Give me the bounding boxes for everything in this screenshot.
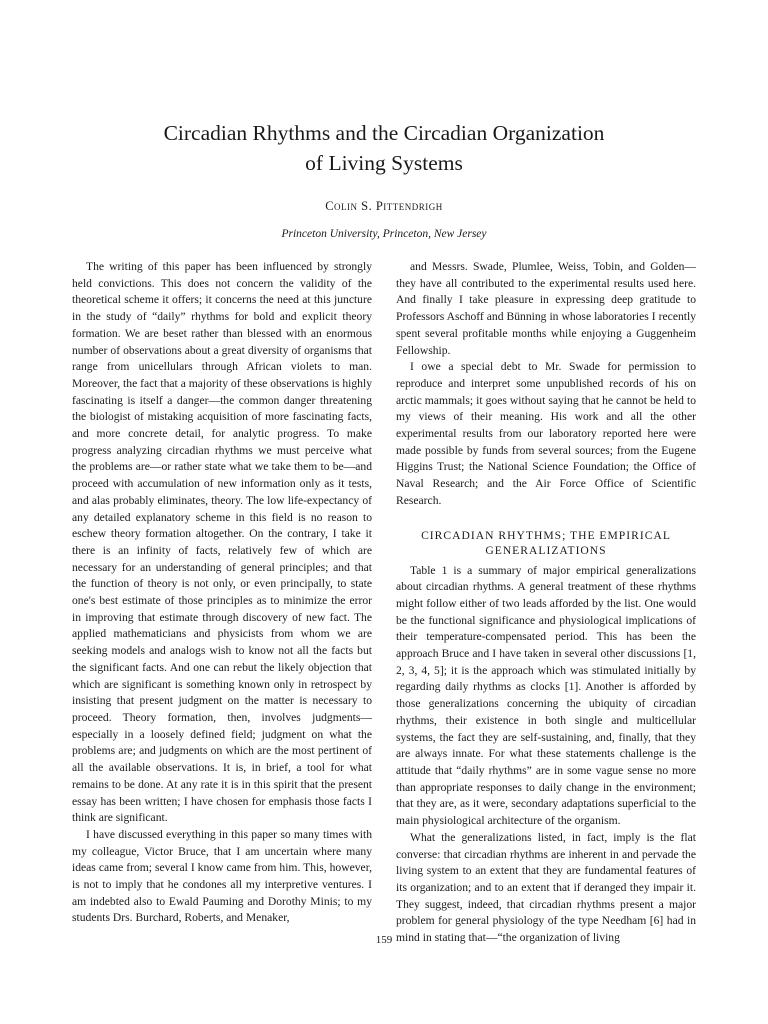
author-name: Colin S. Pittendrigh <box>325 199 443 213</box>
paragraph: Table 1 is a summary of major empirical generalizations about circadian rhythms. A general treatment of these rhythms might follow either of two leads afforded by the list. One would be the functional significance and physiological implications of their temperature-compensated period. This has been the approach Bruce and I have taken in several other discussions [1, 2, 3, 4, 5]; it is the approach which was stimulated initially by regarding daily rhythms as clocks [1]. Another is afforded by those generalizations concerning the ubiquity of circadian rhythms, their existence in both single and multicellular systems, the fact they are self-sustaining, and, finally, that they are always innate. For what these statements challenge is the attitude that “daily rhythms” are in some vague sense no more than appropriate responses to daily change in the environment; that they are, as it were, secondary adaptations superficial to the main physiological architecture of the organism. <box>396 563 696 828</box>
paper-title <box>60 118 708 178</box>
paragraph: I owe a special debt to Mr. Swade for permission to reproduce and interpret some unpublished records of his on arctic mammals; it goes without saying that he cannot be held to my views of their meaning. His work and all the other experimental results from our laboratory reported here were made possible by funds from several sources; from the Eugene Higgins Trust; the National Science Foundation; the Office of Naval Research; and the Air Force Office of Scientific Research. <box>396 360 696 507</box>
paragraph: The writing of this paper has been influenced by strongly held convictions. This does not concern the validity of the theoretical scheme it offers; it concerns the need at this juncture in the study of “daily” rhythms for bold and explicit theory formation. We are beset rather than blessed with an enormous number of observations about a great diversity of organisms that range from unicellulars through African violets to man. Moreover, the fact that a majority of these observations is highly fascinating is itself a danger—the common danger threatening the biologist of mistaking acquisition of more fascinating facts, and more concrete detail, for analytic progress. To make progress analyzing circadian rhythms we must perceive what the problems are—or rather state what we take them to be—and proceed with accumulation of new information only as it tests, and alas probably eliminates, theory. The low life-expectancy of any detailed explanatory scheme in this field is no reason to eschew theory formation altogether. On the contrary, I take it there is an infinity of facts, relatively few of which are necessary for an understanding of general principles; and that the function of theory is not only, or even principally, to state one's best estimate of those principles as to minimize the error in improving that estimate through discovery of new fact. The applied mathematicians and physicists from whom we are seeking models and analogs wish to know not all the facts but the significant facts. And one can rebut the likely objection that which are significant is something known only in retrospect by insisting that present judgment on the matter is necessary to proceed. Theory formation, then, involves judgments—especially in a loosely defined field; judgment on what the problems are; and judgments on which are the most pertinent of all the available observations. It is, in brief, a tool for what remains to be done. At any rate it is in this spirit that the present essay has been written; I have chosen for emphasis those facts I think are significant. <box>72 260 372 825</box>
paragraph: What the generalizations listed, in fact, imply is the flat converse: that circadian rhythms are inherent in and pervade the living system to an extent that they are fundamental features of its organization; and to an extent that if deranged they impair it. They suggest, indeed, that circadian rhythms present a major problem for general physiology of the type Needham [6] had in mind in stating that—“the organization of living <box>396 830 696 945</box>
section-heading-line-1: CIRCADIAN RHYTHMS; THE EMPIRICAL <box>421 528 671 542</box>
title-line-1: Circadian Rhythms and the Circadian Organization <box>163 121 605 145</box>
page-number: 159 <box>375 934 393 946</box>
right-column <box>396 259 696 947</box>
section-heading <box>396 528 696 558</box>
left-column <box>72 259 372 927</box>
paragraph: and Messrs. Swade, Plumlee, Weiss, Tobin, and Golden—they have all contributed to the experimental results used here. And finally I take pleasure in expressing deep gratitude to Professors Aschoff and Bünning in whose laboratories I recently spent several profitable months while enjoying a Guggenheim Fellowship. <box>396 260 696 357</box>
title-line-2: of Living Systems <box>305 151 463 175</box>
paragraph: I have discussed everything in this paper so many times with my colleague, Victor Bruce, that I am uncertain where many ideas came from; several I know came from him. This, however, is not to imply that he condones all my interpretive ventures. I am indebted also to Ewald Pauming and Dorothy Minis; to my students Drs. Burchard, Roberts, and Menaker, <box>72 827 372 925</box>
section-heading-line-2: GENERALIZATIONS <box>485 543 607 557</box>
author-affiliation: Princeton University, Princeton, New Jersey <box>281 228 487 240</box>
